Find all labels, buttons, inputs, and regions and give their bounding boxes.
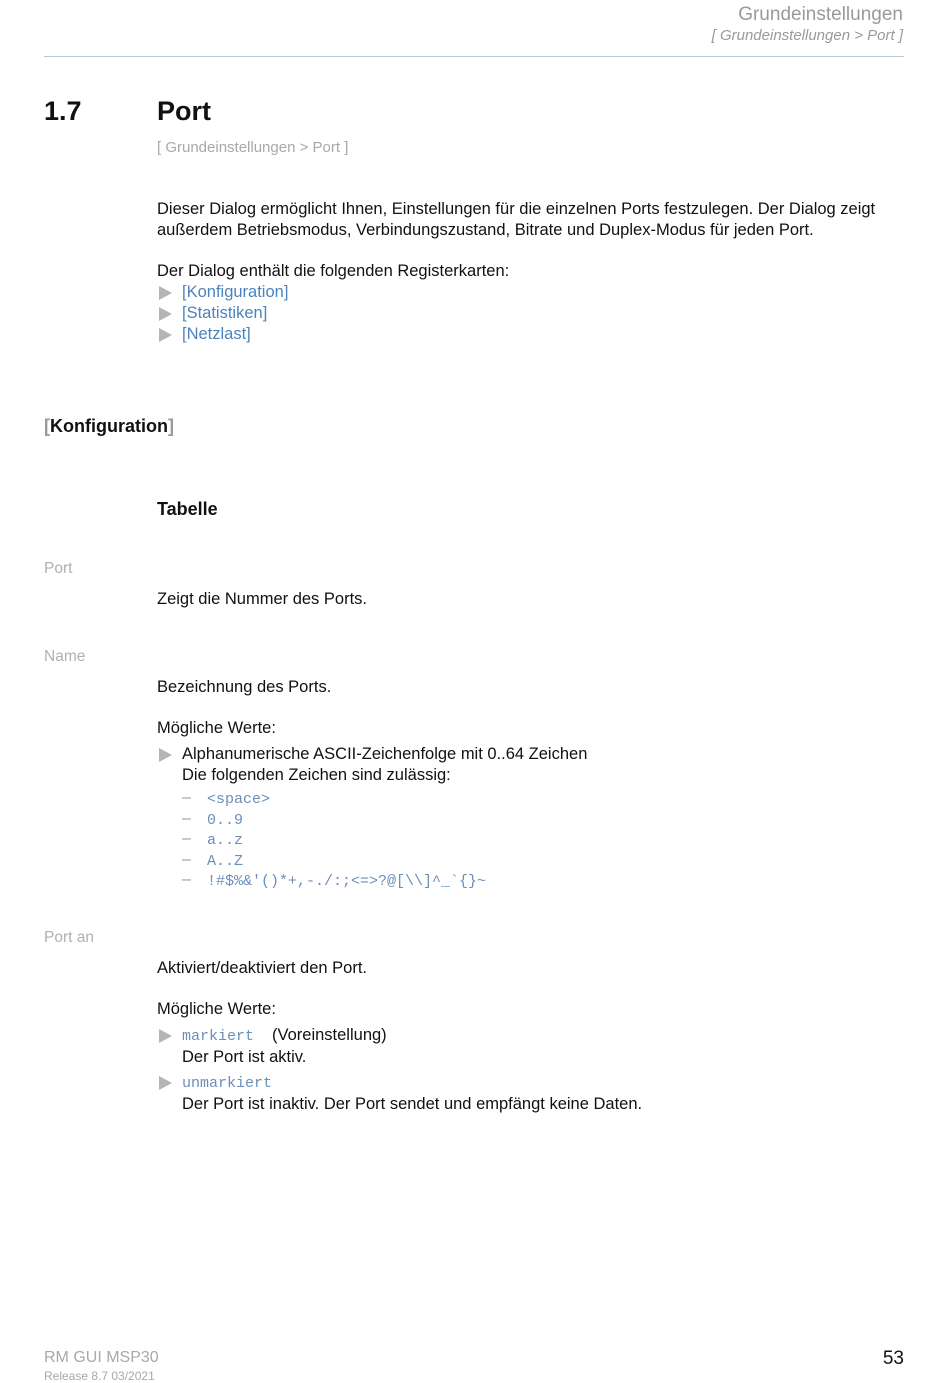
konfiguration-heading: [Konfiguration]: [44, 416, 174, 436]
char-special: !#$%&'()*+,-./:;<=>?@[\\]^_`{}~: [207, 873, 487, 891]
intro-line-2: außerdem Betriebsmodus, Verbindungszustand, Bitrate und Duplex-Modus für jeden Port.: [157, 221, 814, 239]
bullet-line-1: Alphanumerische ASCII-Zeichenfolge mit 0..64 Zeichen: [182, 745, 588, 763]
list-item: [157, 324, 288, 345]
list-item: – a..z: [182, 830, 244, 850]
triangle-bullet-icon: [159, 328, 172, 342]
header-chapter-title: Grundeinstellungen: [738, 4, 903, 25]
option-desc: Der Port ist aktiv.: [182, 1048, 307, 1066]
triangle-bullet-icon: [159, 286, 172, 300]
footer-release: Release 8.7 03/2021: [44, 1369, 155, 1383]
link-netzlast[interactable]: [Netzlast]: [182, 325, 251, 343]
option-unmarkiert: [157, 1072, 642, 1115]
tab-link-list: [157, 282, 288, 345]
char-space: <space>: [207, 791, 271, 808]
allowed-chars-list: [182, 788, 587, 891]
char-lowercase: a..z: [207, 832, 244, 850]
param-desc-port: Zeigt die Nummer des Ports.: [157, 590, 367, 608]
param-label-port: Port: [44, 560, 73, 577]
bullet-line-2: Die folgenden Zeichen sind zulässig:: [182, 766, 451, 784]
section-number: 1.7: [44, 96, 82, 126]
table-subheading: Tabelle: [157, 499, 218, 519]
param-label-name: Name: [44, 648, 86, 665]
list-item: [157, 282, 288, 303]
list-item: – 0..9: [182, 809, 244, 829]
value-unmarkiert: unmarkiert: [182, 1075, 273, 1092]
option-desc: Der Port ist inaktiv. Der Port sendet und empfängt keine Daten.: [182, 1095, 643, 1113]
page-number: 53: [882, 1348, 904, 1369]
footer-product: RM GUI MSP30: [44, 1349, 159, 1366]
triangle-bullet-icon: [159, 1076, 172, 1090]
char-digits: 0..9: [207, 811, 244, 829]
list-item: [157, 303, 288, 324]
default-note: (Voreinstellung): [272, 1026, 387, 1044]
option-markiert: [157, 1025, 387, 1068]
link-statistiken[interactable]: [Statistiken]: [182, 304, 268, 322]
link-konfiguration[interactable]: [Konfiguration]: [182, 283, 289, 301]
value-markiert: markiert: [182, 1028, 255, 1045]
char-uppercase: A..Z: [207, 852, 244, 870]
intro-line-1: Dieser Dialog ermöglicht Ihnen, Einstellungen für die einzelnen Ports festzulegen. Der Dialog zeigt: [157, 200, 876, 218]
section-title: Port: [157, 96, 211, 126]
list-item: – !#$%&'()*+,-./:;<=>?@[\\]^_`{}~: [182, 871, 487, 891]
possible-values-label: Mögliche Werte:: [157, 1000, 276, 1018]
triangle-bullet-icon: [159, 1029, 172, 1043]
list-item: – <space>: [182, 789, 271, 808]
param-desc-port-an: Aktiviert/deaktiviert den Port.: [157, 959, 368, 977]
section-breadcrumb: [ Grundeinstellungen > Port ]: [157, 139, 349, 156]
tabs-intro: Der Dialog enthält die folgenden Registerkarten:: [157, 262, 510, 280]
triangle-bullet-icon: [159, 748, 172, 762]
list-item: – A..Z: [182, 850, 244, 870]
intro-paragraph: [157, 199, 907, 241]
possible-values-label: Mögliche Werte:: [157, 719, 276, 737]
triangle-bullet-icon: [159, 307, 172, 321]
header-breadcrumb: [ Grundeinstellungen > Port ]: [711, 27, 903, 44]
name-value-bullet: [157, 744, 587, 891]
param-label-port-an: Port an: [44, 929, 94, 946]
header-divider: [44, 56, 904, 57]
param-desc-name: Bezeichnung des Ports.: [157, 678, 332, 696]
